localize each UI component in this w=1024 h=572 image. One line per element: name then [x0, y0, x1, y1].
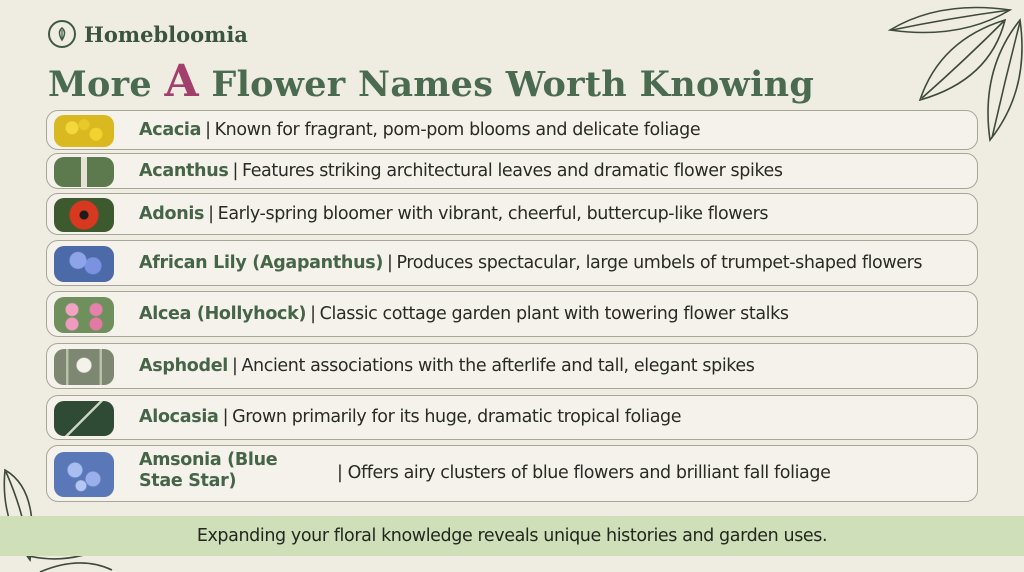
list-item [46, 193, 978, 235]
flower-name: Adonis [139, 204, 205, 224]
flower-name-line2: Stae Star) [139, 471, 237, 491]
separator: | [222, 407, 229, 427]
list-item [46, 240, 978, 286]
flower-desc: Features striking architectural leaves and dramatic flower spikes [241, 161, 783, 181]
list-item [46, 153, 978, 189]
flower-desc: Early-spring bloomer with vibrant, cheerful, buttercup-like flowers [217, 204, 769, 224]
amsonia-photo-icon [54, 452, 114, 497]
flower-name: Alocasia [139, 407, 219, 427]
separator: | [205, 120, 211, 140]
separator: | [310, 304, 316, 324]
title-letter: A [164, 56, 199, 107]
list-item [46, 110, 978, 150]
adonis-photo-icon [54, 198, 114, 232]
page-title [48, 56, 814, 107]
list-item [46, 445, 978, 502]
alocasia-photo-icon [54, 401, 114, 436]
footer-banner [0, 516, 1024, 556]
flower-name [139, 450, 309, 492]
flower-name: Acanthus [139, 161, 229, 181]
flower-desc: Classic cottage garden plant with towering flower stalks [319, 304, 789, 324]
separator: | [232, 161, 238, 181]
flower-name: Acacia [139, 120, 202, 140]
flower-name-line1: Amsonia (Blue [139, 450, 278, 470]
flower-name: Asphodel [139, 356, 228, 376]
separator: | [387, 253, 393, 273]
leaf-logo-icon [48, 20, 76, 48]
hollyhock-photo-icon [54, 297, 114, 333]
acanthus-photo-icon [54, 157, 114, 187]
brand-name: Homebloomia [84, 21, 248, 47]
flower-desc: Known for fragrant, pom-pom blooms and delicate foliage [214, 120, 701, 140]
flower-desc: Produces spectacular, large umbels of trumpet-shaped flowers [396, 253, 923, 273]
title-after: Flower Names Worth Knowing [198, 64, 815, 105]
separator: | [208, 204, 214, 224]
separator: | [231, 356, 238, 376]
flower-name: Alcea (Hollyhock) [139, 304, 307, 324]
flower-desc: Grown primarily for its huge, dramatic tropical foliage [232, 407, 682, 427]
brand [48, 20, 248, 48]
list-item [46, 343, 978, 389]
flower-desc: Ancient associations with the afterlife and tall, elegant spikes [241, 356, 755, 376]
flower-desc: | Offers airy clusters of blue flowers and brilliant fall foliage [337, 463, 831, 483]
list-item [46, 291, 978, 337]
african-lily-photo-icon [54, 246, 114, 282]
list-item [46, 395, 978, 440]
acacia-photo-icon [54, 115, 114, 147]
asphodel-photo-icon [54, 349, 114, 385]
footer-text: Expanding your floral knowledge reveals unique histories and garden uses. [196, 526, 828, 546]
title-before: More [48, 64, 165, 105]
flower-name: African Lily (Agapanthus) [139, 253, 384, 273]
